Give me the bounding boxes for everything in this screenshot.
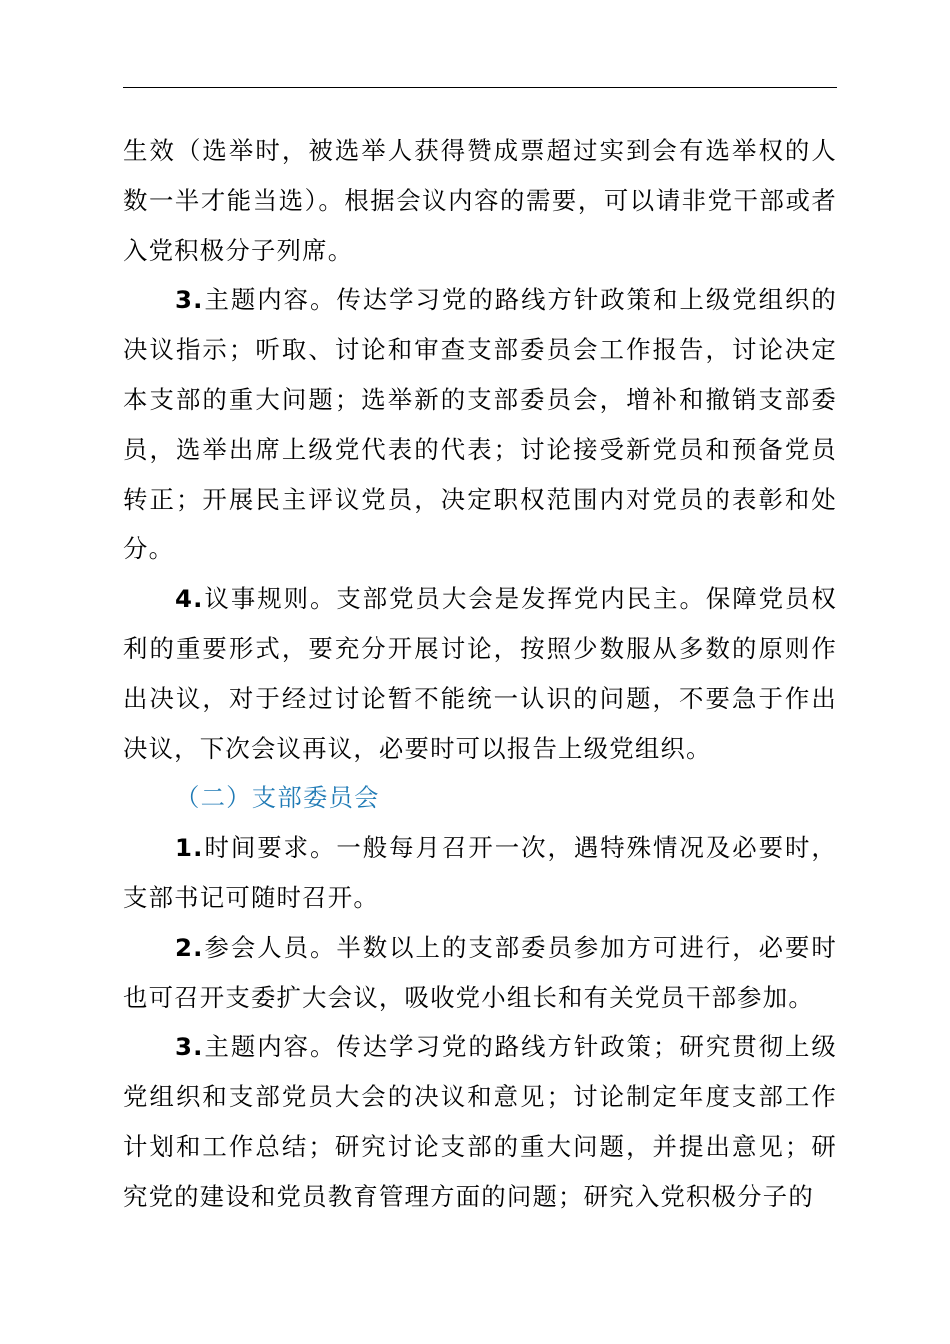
paragraph-text: 生效（选举时，被选举人获得赞成票超过实到会有选举权的人数一半才能当选）。根据会议内容的需要，可以请非党干部或者入党积极分子列席。	[123, 136, 837, 265]
paragraph-number: 4.	[175, 584, 204, 614]
section-heading	[123, 773, 837, 823]
document-body	[123, 126, 837, 1222]
paragraph-continued-election	[123, 126, 837, 275]
paragraph-attendees	[123, 923, 837, 1023]
paragraph-number: 1.	[175, 833, 204, 863]
paragraph-meeting-rules	[123, 574, 837, 773]
paragraph-topic-content	[123, 275, 837, 574]
paragraph-committee-topics	[123, 1022, 837, 1221]
section-heading-text: （二）支部委员会	[175, 783, 380, 813]
paragraph-number: 2.	[175, 932, 204, 962]
paragraph-time-requirement	[123, 823, 837, 923]
paragraph-text: 主题内容。传达学习党的路线方针政策和上级党组织的决议指示；听取、讨论和审查支部委员会工作报告，讨论决定本支部的重大问题；选举新的支部委员会，增补和撤销支部委员，选举出席上级党代表的代表；讨论接受新党员和预备党员转正；开展民主评议党员，决定职权范围内对党员的表彰和处分。	[123, 285, 837, 564]
paragraph-text: 时间要求。一般每月召开一次，遇特殊情况及必要时，支部书记可随时召开。	[123, 833, 837, 912]
paragraph-text: 参会人员。半数以上的支部委员参加方可进行，必要时也可召开支委扩大会议，吸收党小组长和有关党员干部参加。	[123, 932, 837, 1012]
paragraph-text: 主题内容。传达学习党的路线方针政策；研究贯彻上级党组织和支部党员大会的决议和意见；讨论制定年度支部工作计划和工作总结；研究讨论支部的重大问题，并提出意见；研究党的建设和党员教育管理方面的问题；研究入党积极分子的	[123, 1032, 837, 1211]
paragraph-number: 3.	[175, 1032, 204, 1062]
header-rule	[123, 87, 837, 88]
paragraph-text: 议事规则。支部党员大会是发挥党内民主。保障党员权利的重要形式，要充分开展讨论，按照少数服从多数的原则作出决议，对于经过讨论暂不能统一认识的问题，不要急于作出决议，下次会议再议，必要时可以报告上级党组织。	[123, 584, 837, 763]
paragraph-number: 3.	[175, 285, 204, 315]
